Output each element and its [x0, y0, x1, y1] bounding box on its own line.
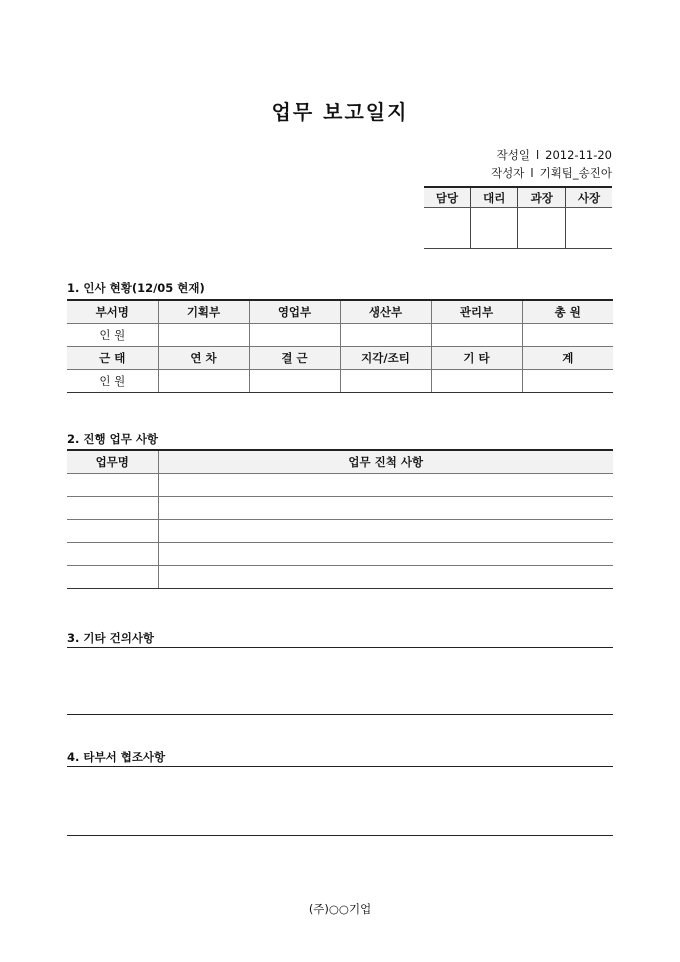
task-name-header: 업무명: [67, 450, 158, 474]
attendance-header: 기 타: [431, 347, 522, 370]
attendance-count-cell[interactable]: [249, 370, 340, 393]
headcount-cell[interactable]: [340, 324, 431, 347]
headcount-cell[interactable]: [431, 324, 522, 347]
hr-header: 관리부: [431, 300, 522, 324]
author-line: [491, 165, 612, 181]
task-progress-header: 업무 진척 사항: [158, 450, 613, 474]
hr-header: 총 원: [522, 300, 613, 324]
attendance-header: 결 근: [249, 347, 340, 370]
attendance-count-label: 인 원: [67, 370, 158, 393]
company-name: (주)○○기업: [308, 902, 372, 916]
task-name-cell[interactable]: [67, 520, 158, 543]
task-progress-cell[interactable]: [158, 497, 613, 520]
headcount-cell[interactable]: [522, 324, 613, 347]
attendance-count-cell[interactable]: [522, 370, 613, 393]
author-value: 기획팀_송진아: [539, 166, 612, 180]
hr-header: 생산부: [340, 300, 431, 324]
headcount-cell[interactable]: [158, 324, 249, 347]
section4-bottom-rule: [67, 835, 613, 836]
attendance-header: 계: [522, 347, 613, 370]
document-title: 업무 보고일지: [271, 100, 409, 124]
signature-cell[interactable]: [424, 208, 470, 249]
author-separator: l: [530, 166, 534, 180]
task-name-cell[interactable]: [67, 497, 158, 520]
approval-header: 과장: [518, 187, 566, 208]
approval-header: 대리: [470, 187, 518, 208]
signature-cell[interactable]: [565, 208, 612, 249]
attendance-count-cell[interactable]: [158, 370, 249, 393]
date-value: 2012-11-20: [545, 148, 612, 162]
task-progress-table: [67, 449, 613, 589]
attendance-header: 근 태: [67, 347, 158, 370]
task-name-cell[interactable]: [67, 474, 158, 497]
task-progress-cell[interactable]: [158, 474, 613, 497]
section3-bottom-rule: [67, 714, 613, 715]
hr-status-table: [67, 299, 613, 393]
signature-cell[interactable]: [470, 208, 518, 249]
headcount-cell[interactable]: [249, 324, 340, 347]
hr-header: 영업부: [249, 300, 340, 324]
date-label: 작성일: [496, 148, 530, 162]
task-progress-cell[interactable]: [158, 566, 613, 589]
author-label: 작성자: [491, 166, 525, 180]
task-progress-cell[interactable]: [158, 520, 613, 543]
approval-header: 사장: [565, 187, 612, 208]
task-name-cell[interactable]: [67, 543, 158, 566]
date-line: [497, 147, 612, 163]
date-separator: l: [535, 148, 540, 162]
section1-title: 1. 인사 현황(12/05 현재): [67, 281, 205, 295]
cooperation-field[interactable]: [67, 767, 613, 835]
task-name-cell[interactable]: [67, 566, 158, 589]
hr-header: 기획부: [158, 300, 249, 324]
attendance-count-cell[interactable]: [431, 370, 522, 393]
approval-box: [424, 186, 612, 249]
section4-title: 4. 타부서 협조사항: [67, 750, 166, 764]
hr-header: 부서명: [67, 300, 158, 324]
signature-cell[interactable]: [518, 208, 566, 249]
attendance-count-cell[interactable]: [340, 370, 431, 393]
section3-title: 3. 기타 건의사항: [67, 631, 155, 645]
attendance-header: 지각/조티: [340, 347, 431, 370]
section2-title: 2. 진행 업무 사항: [67, 432, 159, 446]
headcount-label: 인 원: [67, 324, 158, 347]
attendance-header: 연 차: [158, 347, 249, 370]
approval-header: 담당: [424, 187, 470, 208]
suggestions-field[interactable]: [67, 648, 613, 714]
task-progress-cell[interactable]: [158, 543, 613, 566]
